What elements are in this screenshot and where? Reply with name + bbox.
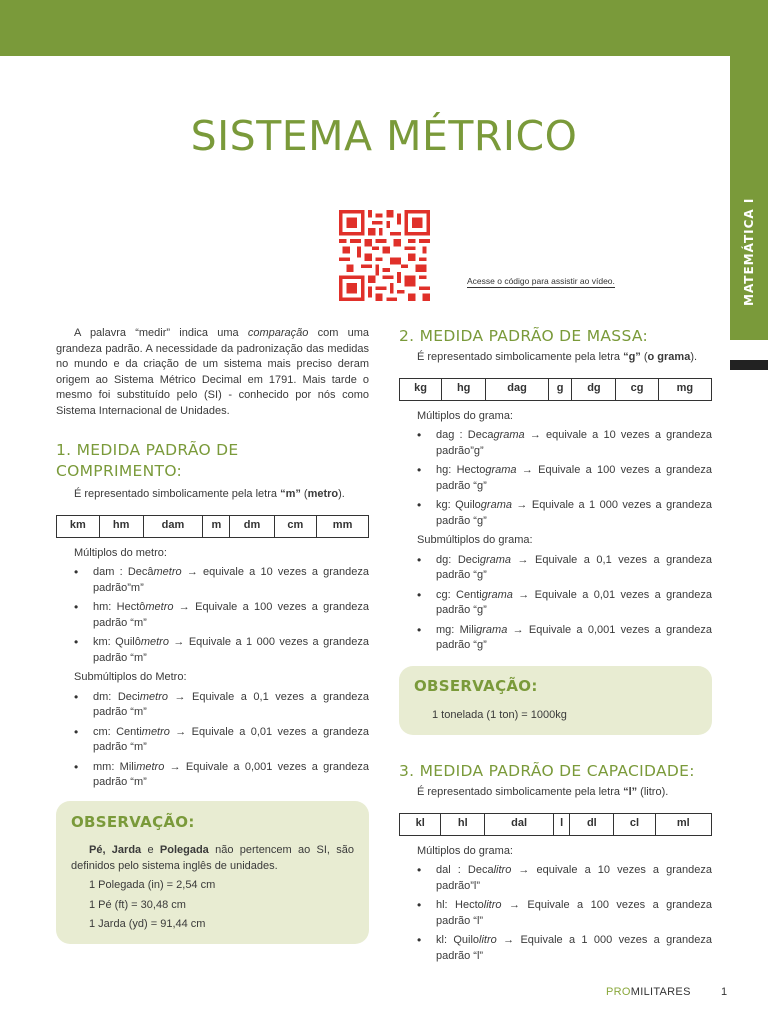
observation-box-1	[56, 801, 369, 944]
list-item: • km: Quilômetro → Equivale a 1 000 vezes a grandeza padrão “m”	[74, 635, 369, 666]
multiples-list	[399, 863, 712, 964]
section-1	[56, 440, 369, 795]
unit-cell: dag	[486, 378, 549, 400]
unit-cell: km	[57, 515, 100, 537]
list-item: • mm: Milimetro → Equivale a 0,001 vezes a grandeza padrão “m”	[74, 760, 369, 791]
section-1-heading: 1. MEDIDA PADRÃO DE COMPRIMENTO:	[56, 441, 239, 480]
multiples-label: Múltiplos do grama:	[417, 844, 513, 857]
multiples-list	[399, 428, 712, 529]
side-marker	[730, 360, 768, 370]
unit-cell: cg	[616, 378, 658, 400]
top-banner	[0, 0, 768, 56]
unit-cell: ml	[655, 813, 711, 835]
unit-cell: mm	[317, 515, 369, 537]
section-2-heading: 2. MEDIDA PADRÃO DE MASSA:	[399, 327, 649, 345]
list-item: • hm: Hectômetro → Equivale a 100 vezes a grandeza padrão “m”	[74, 600, 369, 631]
unit-cell: g	[548, 378, 572, 400]
unit-cell: dam	[143, 515, 203, 537]
unit-cell: dg	[572, 378, 616, 400]
unit-cell: cm	[274, 515, 317, 537]
unit-cell: dm	[230, 515, 274, 537]
intro-paragraph: A palavra “medir” indica uma comparação com uma grandeza padrão. A necessidade da padronização das medidas no mundo e da criação de um sistema mais preciso deram origem ao Sistema Métrico Decimal em 1791. Mais tarde o mesmo foi substituído pelo (SI) - conhecido por nós como Sistema Internacional de Unidades.	[56, 327, 369, 417]
side-tab-label: MATEMÁTICA I	[742, 197, 756, 306]
unit-cell: cl	[614, 813, 655, 835]
list-item: • hg: Hectograma → Equivale a 100 vezes a grandeza padrão “g”	[417, 463, 712, 494]
observation-1-text: Pé, Jarda e Polegada não pertencem ao SI, são definidos pelo sistema inglês de unidades.	[71, 844, 355, 872]
section-2	[399, 326, 712, 658]
observation-box-2	[399, 666, 712, 735]
multiples-list	[56, 565, 369, 666]
unit-cell: mg	[658, 378, 711, 400]
list-item: • dam : Decâmetro → equivale a 10 vezes a grandeza padrão”m”	[74, 565, 369, 596]
unit-cell: dal	[485, 813, 554, 835]
list-item: • kg: Quilograma → Equivale a 1 000 vezes a grandeza padrão “g”	[417, 498, 712, 529]
unit-cell: hg	[442, 378, 486, 400]
unit-cell: kg	[400, 378, 442, 400]
submultiples-label: Submúltiplos do Metro:	[74, 671, 187, 683]
unit-cell: l	[553, 813, 570, 835]
observation-2-heading: OBSERVAÇÃO:	[414, 677, 538, 695]
footer-brand: PROMILITARES	[606, 986, 691, 998]
list-item: • dal : Decalitro → equivale a 10 vezes a grandeza padrão”l”	[417, 863, 712, 894]
section-3-heading: 3. MEDIDA PADRÃO DE CAPACIDADE:	[399, 762, 695, 780]
list-item: • mg: Miligrama → Equivale a 0,001 vezes a grandeza padrão “g”	[417, 623, 712, 654]
submultiples-list	[56, 690, 369, 791]
multiples-label: Múltiplos do metro:	[74, 546, 167, 559]
unit-cell: dl	[570, 813, 614, 835]
list-item: • kl: Quilolitro → Equivale a 1 000 vezes a grandeza padrão “l”	[417, 933, 712, 964]
qr-caption[interactable]: Acesse o código para assistir ao vídeo.	[467, 276, 615, 286]
section-2-representation: É representado simbolicamente pela letra “g” (o grama).	[417, 351, 698, 363]
list-item: • cm: Centimetro → Equivale a 0,01 vezes a grandeza padrão “m”	[74, 725, 369, 756]
unit-cell: hl	[441, 813, 485, 835]
qr-code-icon[interactable]	[339, 210, 430, 301]
section-1-representation: É representado simbolicamente pela letra “m” (metro).	[74, 488, 345, 500]
observation-1-heading: OBSERVAÇÃO:	[71, 813, 195, 831]
list-item: • dag : Decagrama → equivale a 10 vezes a grandeza padrão”g”	[417, 428, 712, 459]
observation-1-line: 1 Jarda (yd) = 91,44 cm	[89, 918, 206, 930]
list-item: • hl: Hectolitro → Equivale a 100 vezes a grandeza padrão “l”	[417, 898, 712, 929]
submultiples-label: Submúltiplos do grama:	[417, 534, 533, 546]
page-title: SISTEMA MÉTRICO	[190, 112, 578, 160]
capacity-units-table	[399, 813, 712, 836]
multiples-label: Múltiplos do grama:	[417, 409, 513, 422]
side-tab	[730, 56, 768, 340]
list-item: • dg: Decigrama → Equivale a 0,1 vezes a grandeza padrão “g”	[417, 553, 712, 584]
list-item: • dm: Decimetro → Equivale a 0,1 vezes a grandeza padrão “m”	[74, 690, 369, 721]
unit-cell: m	[203, 515, 230, 537]
submultiples-list	[399, 553, 712, 654]
length-units-table	[56, 515, 369, 538]
section-3	[399, 761, 712, 968]
observation-2-line: 1 tonelada (1 ton) = 1000kg	[432, 709, 567, 721]
section-3-representation: É representado simbolicamente pela letra “l” (litro).	[417, 786, 669, 798]
observation-1-line: 1 Pé (ft) = 30,48 cm	[89, 898, 186, 911]
unit-cell: hm	[99, 515, 143, 537]
mass-units-table	[399, 378, 712, 401]
unit-cell: kl	[400, 813, 441, 835]
page-number: 1	[721, 986, 728, 998]
observation-1-line: 1 Polegada (in) = 2,54 cm	[89, 879, 216, 891]
list-item: • cg: Centigrama → Equivale a 0,01 vezes a grandeza padrão “g”	[417, 588, 712, 619]
